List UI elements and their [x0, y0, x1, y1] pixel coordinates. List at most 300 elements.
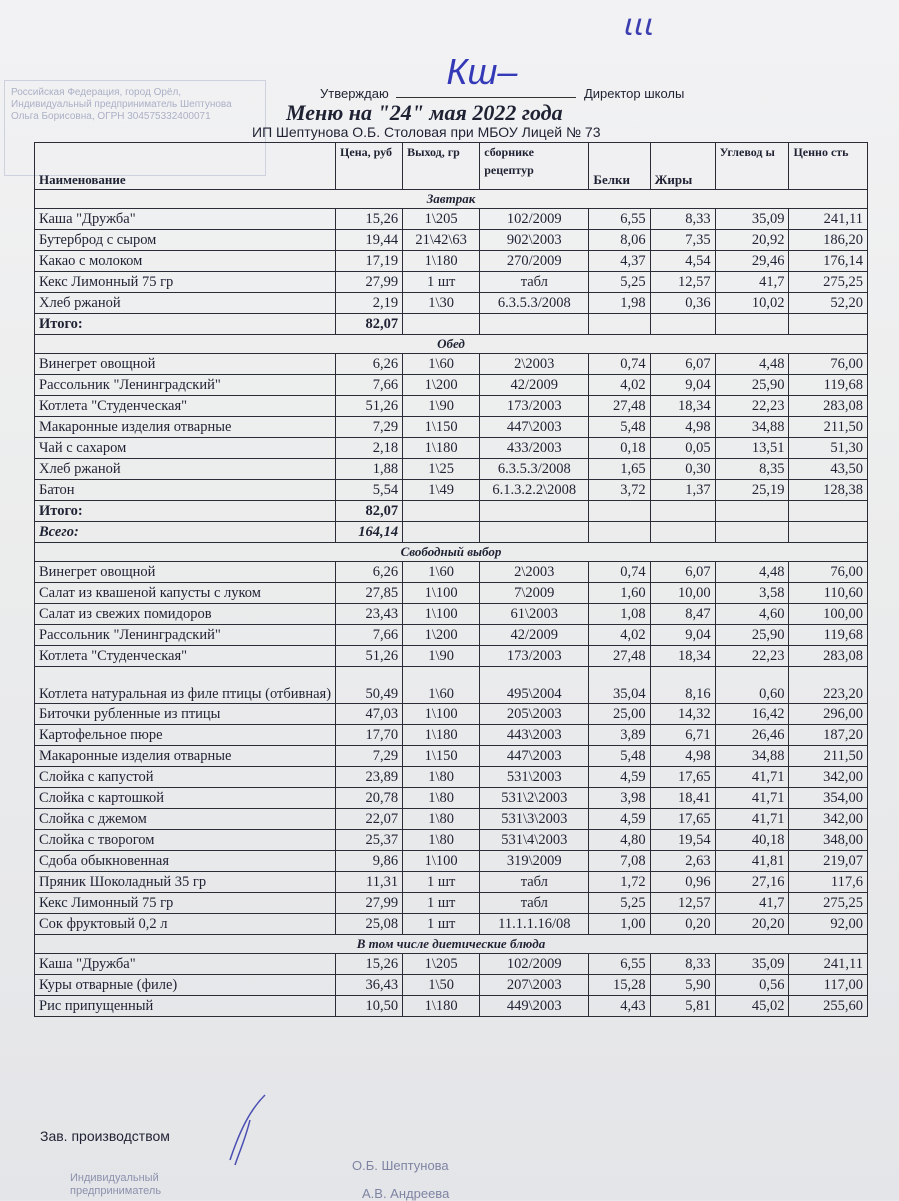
empty-cell [650, 501, 715, 522]
production-signature [220, 1090, 280, 1170]
page-title: Меню на "24" мая 2022 года [286, 100, 563, 125]
cell-energy: 223,20 [789, 667, 868, 704]
cell-energy: 342,00 [789, 809, 868, 830]
director-signature: Кш– [446, 51, 518, 92]
cell-carbs: 3,58 [715, 583, 789, 604]
cell-energy: 241,11 [789, 954, 868, 975]
cell-price: 5,54 [336, 480, 403, 501]
cell-carbs: 35,09 [715, 209, 789, 230]
cell-yield: 1\100 [403, 704, 480, 725]
cell-energy: 187,20 [789, 725, 868, 746]
cell-fat: 0,30 [650, 459, 715, 480]
cell-energy: 211,50 [789, 746, 868, 767]
cell-protein: 5,25 [589, 893, 650, 914]
table-row [35, 272, 868, 293]
cell-protein: 4,59 [589, 809, 650, 830]
cell-dish-name: Кекс Лимонный 75 гр [35, 272, 336, 293]
cell-protein: 4,43 [589, 996, 650, 1017]
table-row [35, 604, 868, 625]
cell-protein: 1,00 [589, 914, 650, 935]
cell-recipe-ref: 531\2\2003 [480, 788, 589, 809]
table-row [35, 459, 868, 480]
cell-yield: 1\100 [403, 604, 480, 625]
cell-fat: 2,63 [650, 851, 715, 872]
table-row [35, 996, 868, 1017]
cell-recipe-ref: 102/2009 [480, 954, 589, 975]
cell-recipe-ref: 2\2003 [480, 562, 589, 583]
cell-recipe-ref: 319\2009 [480, 851, 589, 872]
cell-recipe-ref: 447\2003 [480, 746, 589, 767]
cell-energy: 92,00 [789, 914, 868, 935]
empty-cell [589, 522, 650, 543]
cell-protein: 3,72 [589, 480, 650, 501]
cell-protein: 0,18 [589, 438, 650, 459]
cell-carbs: 25,90 [715, 375, 789, 396]
cell-energy: 117,00 [789, 975, 868, 996]
cell-price: 17,19 [336, 251, 403, 272]
cell-fat: 6,07 [650, 354, 715, 375]
table-row [35, 954, 868, 975]
table-row [35, 704, 868, 725]
table-row [35, 767, 868, 788]
cell-recipe-ref: 2\2003 [480, 354, 589, 375]
cell-protein: 1,98 [589, 293, 650, 314]
col-header-yield: Выход, гр [403, 143, 480, 190]
section-header-row [35, 335, 868, 354]
cell-price: 1,88 [336, 459, 403, 480]
cell-energy: 176,14 [789, 251, 868, 272]
cell-energy: 283,08 [789, 646, 868, 667]
cell-price: 15,26 [336, 954, 403, 975]
table-row [35, 354, 868, 375]
cell-protein: 4,02 [589, 625, 650, 646]
cell-energy: 342,00 [789, 767, 868, 788]
cell-yield: 1\180 [403, 438, 480, 459]
cell-yield: 1 шт [403, 272, 480, 293]
cell-carbs: 25,19 [715, 480, 789, 501]
cell-carbs: 41,71 [715, 809, 789, 830]
cell-protein: 6,55 [589, 209, 650, 230]
cell-protein: 3,98 [589, 788, 650, 809]
cell-fat: 17,65 [650, 767, 715, 788]
total-value: 164,14 [336, 522, 403, 543]
cell-yield: 1\80 [403, 767, 480, 788]
cell-price: 27,99 [336, 272, 403, 293]
cell-recipe-ref: 531\4\2003 [480, 830, 589, 851]
table-row [35, 914, 868, 935]
approve-label: Утверждаю [320, 86, 389, 101]
empty-cell [403, 501, 480, 522]
cell-price: 6,26 [336, 562, 403, 583]
cell-yield: 1\180 [403, 251, 480, 272]
table-row [35, 851, 868, 872]
cell-energy: 296,00 [789, 704, 868, 725]
cell-price: 47,03 [336, 704, 403, 725]
cell-fat: 6,71 [650, 725, 715, 746]
cell-energy: 275,25 [789, 272, 868, 293]
cell-fat: 8,33 [650, 954, 715, 975]
cell-carbs: 40,18 [715, 830, 789, 851]
table-row [35, 396, 868, 417]
cell-price: 9,86 [336, 851, 403, 872]
cell-protein: 5,25 [589, 272, 650, 293]
cell-energy: 211,50 [789, 417, 868, 438]
cell-energy: 52,20 [789, 293, 868, 314]
cell-price: 27,85 [336, 583, 403, 604]
table-row [35, 646, 868, 667]
cell-dish-name: Чай с сахаром [35, 438, 336, 459]
col-header-recipe: сборнике рецептур [480, 143, 589, 190]
cell-protein: 25,00 [589, 704, 650, 725]
cell-recipe-ref: 7\2009 [480, 583, 589, 604]
cell-price: 20,78 [336, 788, 403, 809]
entrepreneur-stamp-label: Индивидуальный предприниматель [70, 1172, 162, 1197]
director-label: Директор школы [583, 86, 685, 101]
cell-protein: 8,06 [589, 230, 650, 251]
cell-protein: 27,48 [589, 396, 650, 417]
table-row [35, 975, 868, 996]
cell-protein: 1,72 [589, 872, 650, 893]
cell-price: 19,44 [336, 230, 403, 251]
production-manager-label: Зав. производством [40, 1128, 170, 1144]
cell-price: 11,31 [336, 872, 403, 893]
cell-dish-name: Салат из квашеной капусты с луком [35, 583, 336, 604]
cell-recipe-ref: 433/2003 [480, 438, 589, 459]
total-value: 82,07 [336, 501, 403, 522]
approval-line [320, 51, 685, 101]
cell-energy: 110,60 [789, 583, 868, 604]
corner-scribble: ꙇꙇꙇ [622, 9, 653, 42]
table-row [35, 725, 868, 746]
cell-carbs: 22,23 [715, 646, 789, 667]
empty-cell [480, 522, 589, 543]
cell-yield: 1\60 [403, 562, 480, 583]
cell-price: 7,66 [336, 375, 403, 396]
table-row [35, 746, 868, 767]
empty-cell [480, 501, 589, 522]
cell-dish-name: Котлета "Студенческая" [35, 646, 336, 667]
cell-price: 25,08 [336, 914, 403, 935]
cell-fat: 0,05 [650, 438, 715, 459]
stamp: Российская Федерация, город Орёл, Индивидуальный предприниматель Шептунова Ольга Борисовна, ОГРН 304575332400071 [4, 80, 266, 176]
cell-dish-name: Каша "Дружба" [35, 209, 336, 230]
cell-recipe-ref: 173/2003 [480, 646, 589, 667]
cell-recipe-ref: 6.3.5.3/2008 [480, 459, 589, 480]
cell-recipe-ref: 11.1.1.16/08 [480, 914, 589, 935]
empty-cell [403, 522, 480, 543]
cell-dish-name: Кекс Лимонный 75 гр [35, 893, 336, 914]
cell-protein: 1,60 [589, 583, 650, 604]
cell-carbs: 4,48 [715, 354, 789, 375]
cell-fat: 18,34 [650, 396, 715, 417]
table-row [35, 625, 868, 646]
cell-yield: 1\100 [403, 583, 480, 604]
cell-price: 25,37 [336, 830, 403, 851]
cell-recipe-ref: 42/2009 [480, 375, 589, 396]
cell-protein: 4,80 [589, 830, 650, 851]
cell-dish-name: Котлета натуральная из филе птицы (отбивная) [35, 667, 336, 704]
cell-yield: 1 шт [403, 872, 480, 893]
cell-protein: 1,65 [589, 459, 650, 480]
page-subtitle: ИП Шептунова О.Б. Столовая при МБОУ Лицей № 73 [252, 124, 601, 140]
col-header-name: Наименование [35, 143, 336, 190]
cell-recipe-ref: 207\2003 [480, 975, 589, 996]
cell-yield: 1\200 [403, 375, 480, 396]
section-header-row [35, 543, 868, 562]
cell-dish-name: Винегрет овощной [35, 562, 336, 583]
cell-price: 7,29 [336, 417, 403, 438]
cell-fat: 5,90 [650, 975, 715, 996]
cell-fat: 17,65 [650, 809, 715, 830]
cell-dish-name: Батон [35, 480, 336, 501]
cell-carbs: 0,56 [715, 975, 789, 996]
cell-protein: 35,04 [589, 667, 650, 704]
empty-cell [715, 314, 789, 335]
cell-protein: 1,08 [589, 604, 650, 625]
table-row [35, 788, 868, 809]
cell-carbs: 34,88 [715, 417, 789, 438]
cell-price: 23,89 [336, 767, 403, 788]
cell-energy: 100,00 [789, 604, 868, 625]
cell-fat: 0,96 [650, 872, 715, 893]
cell-carbs: 4,48 [715, 562, 789, 583]
cell-recipe-ref: 205\2003 [480, 704, 589, 725]
cell-dish-name: Слойка с творогом [35, 830, 336, 851]
empty-cell [480, 314, 589, 335]
cell-energy: 43,50 [789, 459, 868, 480]
cell-yield: 1\60 [403, 354, 480, 375]
cell-dish-name: Макаронные изделия отварные [35, 417, 336, 438]
cell-energy: 117,6 [789, 872, 868, 893]
cell-protein: 27,48 [589, 646, 650, 667]
cell-yield: 1\180 [403, 996, 480, 1017]
cell-energy: 283,08 [789, 396, 868, 417]
cell-fat: 18,34 [650, 646, 715, 667]
section-header-row [35, 935, 868, 954]
cell-yield: 1\150 [403, 417, 480, 438]
cell-fat: 14,32 [650, 704, 715, 725]
cell-recipe-ref: табл [480, 872, 589, 893]
empty-cell [589, 314, 650, 335]
section-title: Обед [35, 335, 868, 354]
cell-yield: 1\25 [403, 459, 480, 480]
cell-carbs: 8,35 [715, 459, 789, 480]
cell-price: 10,50 [336, 996, 403, 1017]
cell-recipe-ref: 42/2009 [480, 625, 589, 646]
cell-carbs: 41,81 [715, 851, 789, 872]
cell-protein: 4,02 [589, 375, 650, 396]
cell-yield: 1\80 [403, 830, 480, 851]
empty-cell [789, 501, 868, 522]
cell-recipe-ref: 531\3\2003 [480, 809, 589, 830]
cell-dish-name: Хлеб ржаной [35, 459, 336, 480]
total-row [35, 314, 868, 335]
cell-dish-name: Рассольник "Ленинградский" [35, 625, 336, 646]
cell-fat: 4,98 [650, 417, 715, 438]
cell-energy: 219,07 [789, 851, 868, 872]
table-row [35, 293, 868, 314]
cell-price: 7,66 [336, 625, 403, 646]
cell-dish-name: Сдоба обыкновенная [35, 851, 336, 872]
cell-energy: 76,00 [789, 354, 868, 375]
empty-cell [650, 314, 715, 335]
cell-dish-name: Пряник Шоколадный 35 гр [35, 872, 336, 893]
cell-price: 2,18 [336, 438, 403, 459]
col-header-carbs: Углевод ы [715, 143, 789, 190]
cell-yield: 1\30 [403, 293, 480, 314]
cell-energy: 119,68 [789, 375, 868, 396]
cell-carbs: 25,90 [715, 625, 789, 646]
table-row [35, 438, 868, 459]
cell-price: 17,70 [336, 725, 403, 746]
cell-protein: 4,37 [589, 251, 650, 272]
table-row [35, 230, 868, 251]
cell-fat: 1,37 [650, 480, 715, 501]
cell-energy: 128,38 [789, 480, 868, 501]
table-row [35, 209, 868, 230]
cell-yield: 21\42\63 [403, 230, 480, 251]
cell-fat: 8,47 [650, 604, 715, 625]
table-row [35, 375, 868, 396]
cell-yield: 1\200 [403, 625, 480, 646]
cell-dish-name: Биточки рубленные из птицы [35, 704, 336, 725]
cell-fat: 18,41 [650, 788, 715, 809]
total-value: 82,07 [336, 314, 403, 335]
cell-protein: 7,08 [589, 851, 650, 872]
cell-energy: 51,30 [789, 438, 868, 459]
cell-recipe-ref: 102/2009 [480, 209, 589, 230]
signature-line [396, 51, 576, 98]
cell-recipe-ref: 270/2009 [480, 251, 589, 272]
table-row [35, 480, 868, 501]
cell-yield: 1\90 [403, 646, 480, 667]
cell-recipe-ref: табл [480, 893, 589, 914]
cell-fat: 5,81 [650, 996, 715, 1017]
total-label: Итого: [35, 501, 336, 522]
cell-yield: 1 шт [403, 914, 480, 935]
cell-recipe-ref: 495\2004 [480, 667, 589, 704]
cell-protein: 6,55 [589, 954, 650, 975]
cell-yield: 1\150 [403, 746, 480, 767]
cell-carbs: 35,09 [715, 954, 789, 975]
table-row [35, 872, 868, 893]
cell-fat: 4,54 [650, 251, 715, 272]
cell-price: 22,07 [336, 809, 403, 830]
cell-protein: 0,74 [589, 562, 650, 583]
cell-carbs: 34,88 [715, 746, 789, 767]
cell-carbs: 20,92 [715, 230, 789, 251]
table-row [35, 893, 868, 914]
cell-carbs: 29,46 [715, 251, 789, 272]
cell-price: 51,26 [336, 396, 403, 417]
cell-energy: 119,68 [789, 625, 868, 646]
cell-carbs: 10,02 [715, 293, 789, 314]
cell-dish-name: Макаронные изделия отварные [35, 746, 336, 767]
cell-price: 15,26 [336, 209, 403, 230]
cell-recipe-ref: 902\2003 [480, 230, 589, 251]
cell-recipe-ref: 173/2003 [480, 396, 589, 417]
cell-recipe-ref: 443\2003 [480, 725, 589, 746]
cell-dish-name: Картофельное пюре [35, 725, 336, 746]
empty-cell [789, 522, 868, 543]
table-row [35, 809, 868, 830]
cell-carbs: 41,7 [715, 272, 789, 293]
cell-carbs: 26,46 [715, 725, 789, 746]
cell-yield: 1\90 [403, 396, 480, 417]
section-title: Завтрак [35, 190, 868, 209]
cell-dish-name: Винегрет овощной [35, 354, 336, 375]
cell-yield: 1\49 [403, 480, 480, 501]
cell-dish-name: Слойка с капустой [35, 767, 336, 788]
cell-energy: 241,11 [789, 209, 868, 230]
cell-price: 23,43 [336, 604, 403, 625]
cell-yield: 1\50 [403, 975, 480, 996]
cell-protein: 5,48 [589, 417, 650, 438]
cell-recipe-ref: 6.3.5.3/2008 [480, 293, 589, 314]
table-row [35, 562, 868, 583]
cell-price: 2,19 [336, 293, 403, 314]
empty-cell [715, 522, 789, 543]
grand-total-row [35, 522, 868, 543]
cell-yield: 1 шт [403, 893, 480, 914]
cell-carbs: 0,60 [715, 667, 789, 704]
cell-fat: 0,20 [650, 914, 715, 935]
table-header-row [35, 143, 868, 190]
cell-dish-name: Сок фруктовый 0,2 л [35, 914, 336, 935]
cell-fat: 0,36 [650, 293, 715, 314]
cell-recipe-ref: 447\2003 [480, 417, 589, 438]
cell-price: 27,99 [336, 893, 403, 914]
cell-fat: 12,57 [650, 893, 715, 914]
cell-dish-name: Рассольник "Ленинградский" [35, 375, 336, 396]
cell-yield: 1\180 [403, 725, 480, 746]
cell-dish-name: Слойка с картошкой [35, 788, 336, 809]
cell-recipe-ref: табл [480, 272, 589, 293]
total-label: Всего: [35, 522, 336, 543]
table-row [35, 667, 868, 704]
cell-energy: 354,00 [789, 788, 868, 809]
stamp-name-2: А.В. Андреева [362, 1186, 450, 1201]
cell-fat: 8,33 [650, 209, 715, 230]
cell-fat: 6,07 [650, 562, 715, 583]
cell-protein: 5,48 [589, 746, 650, 767]
cell-dish-name: Хлеб ржаной [35, 293, 336, 314]
cell-dish-name: Салат из свежих помидоров [35, 604, 336, 625]
table-row [35, 251, 868, 272]
cell-recipe-ref: 61\2003 [480, 604, 589, 625]
cell-energy: 255,60 [789, 996, 868, 1017]
cell-energy: 275,25 [789, 893, 868, 914]
cell-carbs: 13,51 [715, 438, 789, 459]
cell-price: 6,26 [336, 354, 403, 375]
cell-fat: 9,04 [650, 625, 715, 646]
empty-cell [403, 314, 480, 335]
cell-yield: 1\205 [403, 954, 480, 975]
menu-table [34, 142, 868, 1017]
cell-carbs: 45,02 [715, 996, 789, 1017]
menu-table-body [35, 190, 868, 1017]
col-header-energy: Ценно сть [789, 143, 868, 190]
section-title: В том числе диетические блюда [35, 935, 868, 954]
cell-fat: 4,98 [650, 746, 715, 767]
cell-price: 7,29 [336, 746, 403, 767]
table-row [35, 417, 868, 438]
cell-yield: 1\205 [403, 209, 480, 230]
table-row [35, 830, 868, 851]
section-title: Свободный выбор [35, 543, 868, 562]
cell-fat: 7,35 [650, 230, 715, 251]
cell-carbs: 20,20 [715, 914, 789, 935]
